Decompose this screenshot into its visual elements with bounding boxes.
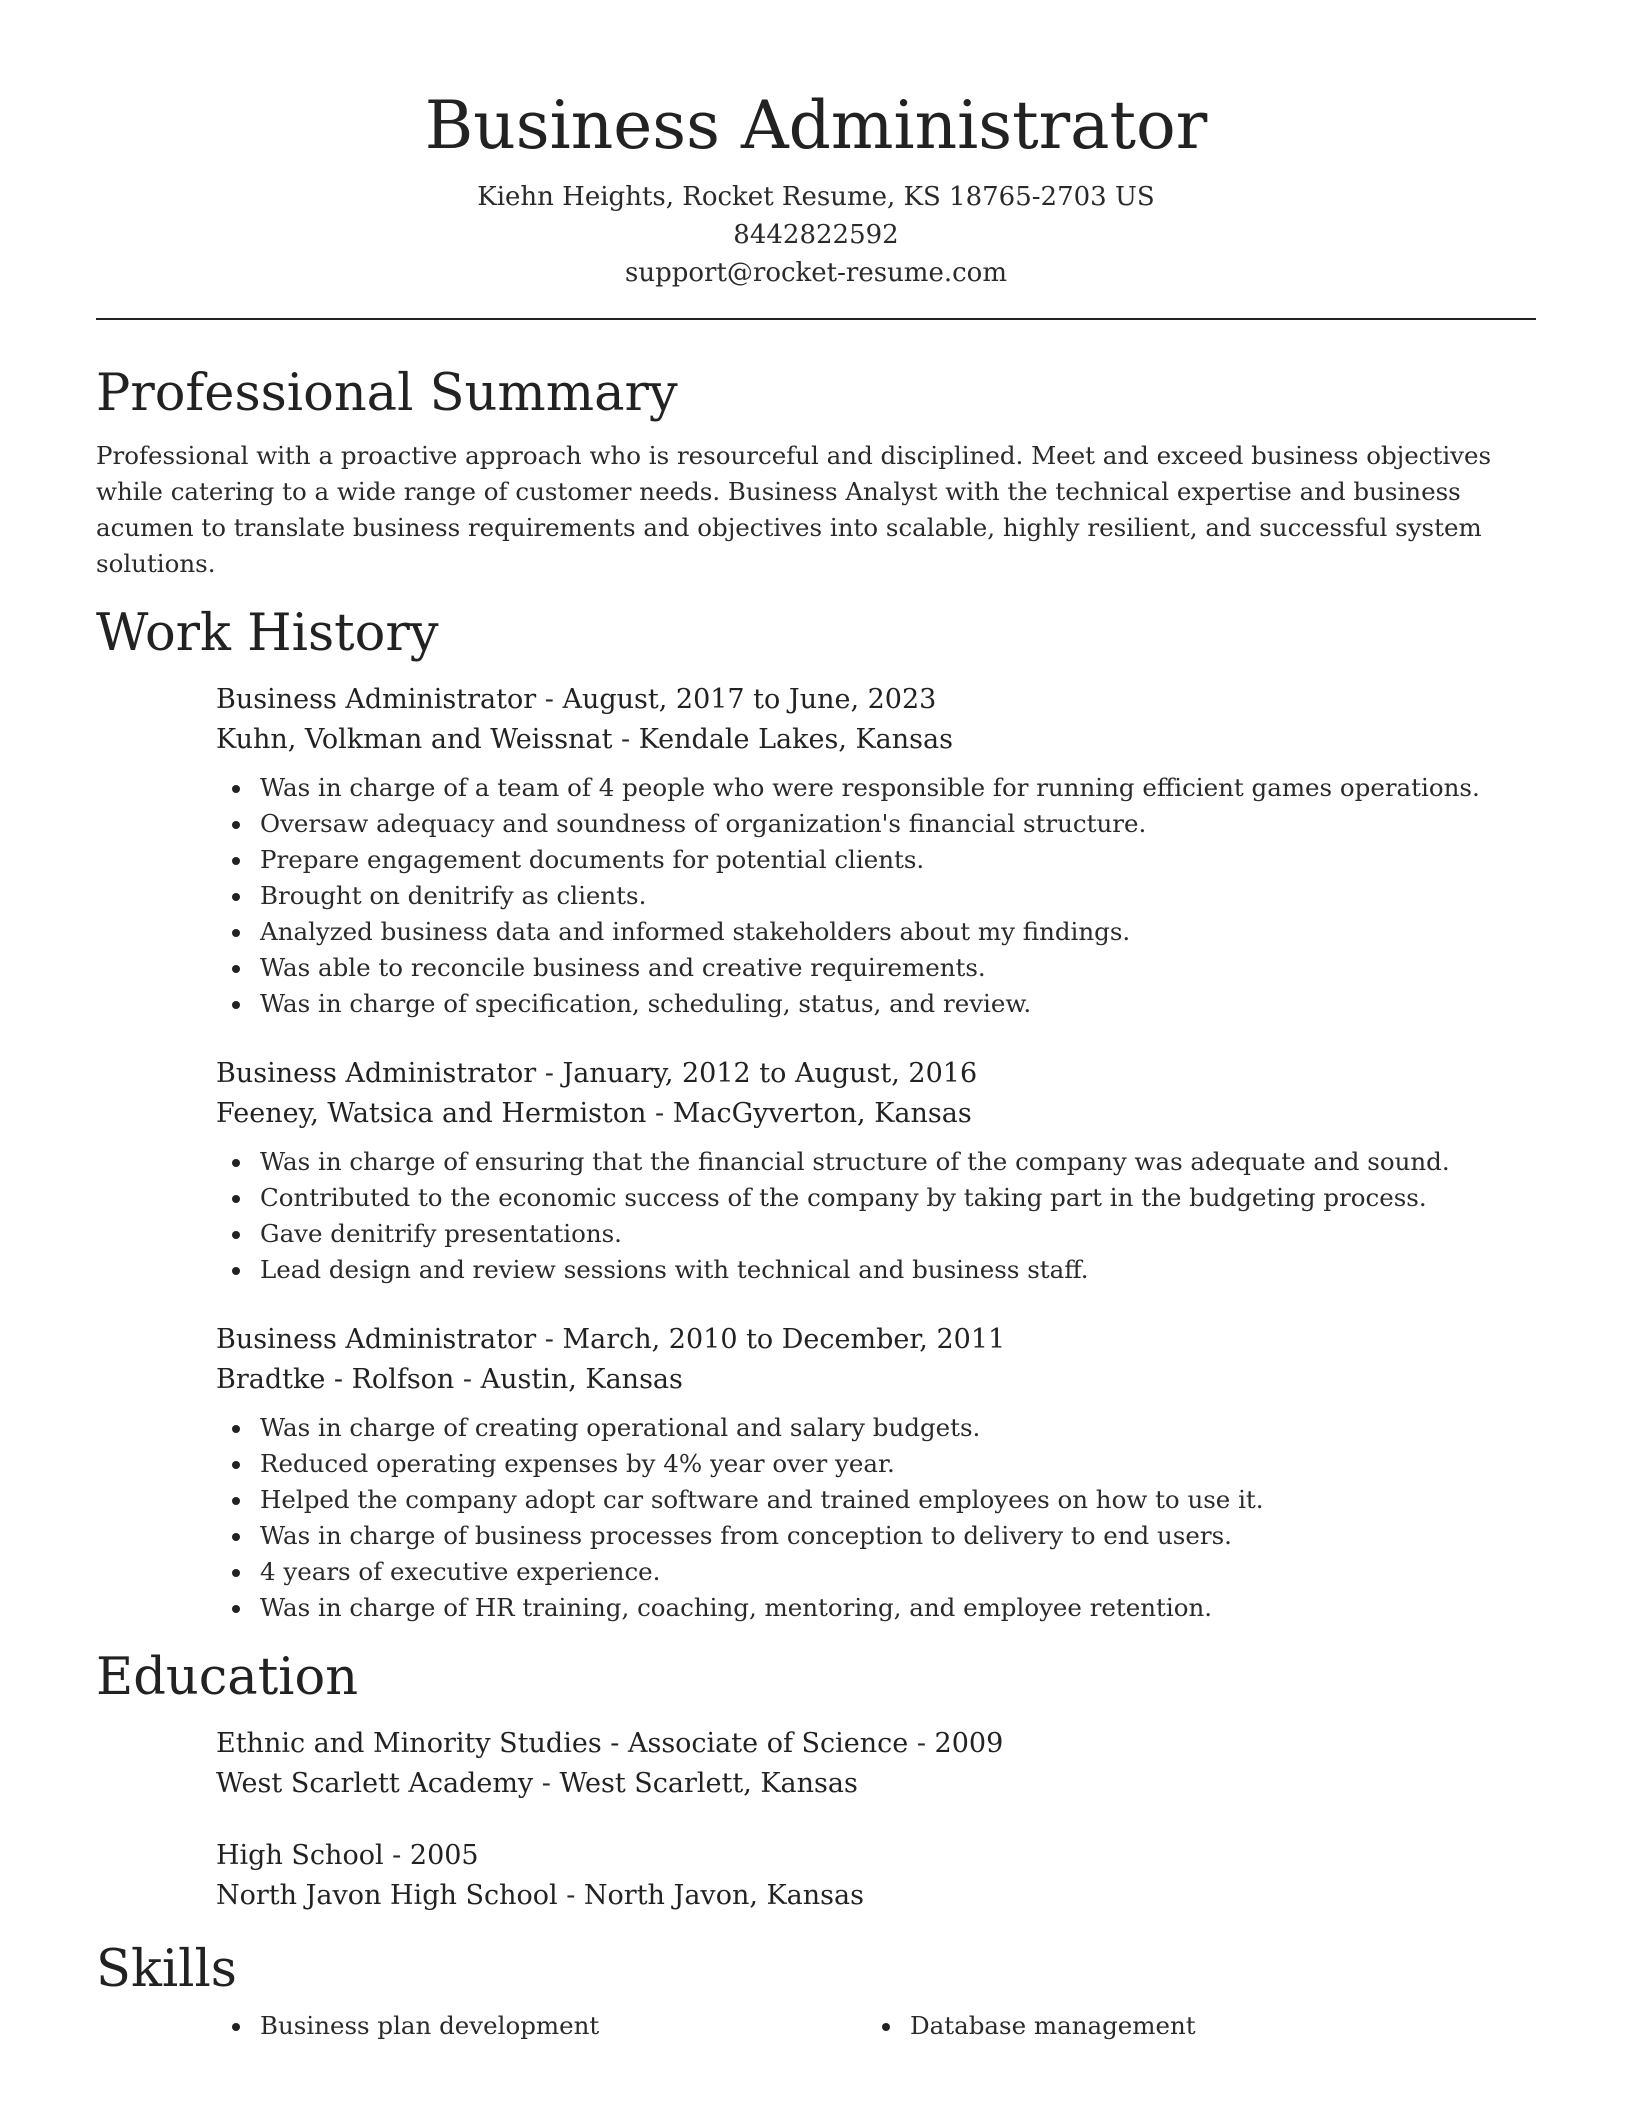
list-item: Contributed to the economic success of the company by taking part in the budgeting process. xyxy=(216,1180,1536,1216)
list-item: Was in charge of specification, scheduling, status, and review. xyxy=(216,986,1536,1022)
contact-phone: 8442822592 xyxy=(733,220,899,250)
job-company: Kuhn, Volkman and Weissnat xyxy=(216,724,613,755)
job-entry xyxy=(216,1054,1536,1288)
job-company-line xyxy=(216,1094,1536,1134)
job-location: MacGyverton, Kansas xyxy=(672,1098,972,1129)
job-dates: August, 2017 to June, 2023 xyxy=(562,684,937,715)
list-item: Oversaw adequacy and soundness of organization's financial structure. xyxy=(216,806,1536,842)
education-separator: - xyxy=(557,1880,584,1911)
resume-page xyxy=(96,0,1536,2044)
education-year: 2005 xyxy=(409,1840,479,1871)
education-section xyxy=(96,1646,1536,1916)
list-item: Was in charge of ensuring that the financial structure of the company was adequate and sound. xyxy=(216,1144,1536,1180)
section-title-work-history: Work History xyxy=(96,604,439,663)
job-separator: - xyxy=(536,1058,563,1089)
contact-info xyxy=(96,178,1536,292)
education-school-line xyxy=(216,1764,1536,1804)
job-bullets xyxy=(216,1144,1536,1288)
summary-text: Professional with a proactive approach who is resourceful and disciplined. Meet and exceed business objectives while catering to a wide range of customer needs. Business Analyst with the technical expertise and business acumen to translate business requirements and objectives into scalable, highly resilient, and successful system solutions. xyxy=(96,441,1492,578)
job-company-line xyxy=(216,720,1536,760)
section-title-summary: Professional Summary xyxy=(96,364,678,423)
summary-section xyxy=(96,362,1536,582)
resume-header xyxy=(96,0,1536,292)
job-title-line xyxy=(216,1054,1536,1094)
job-title-line xyxy=(216,1320,1536,1360)
education-location: North Javon, Kansas xyxy=(583,1880,864,1911)
list-item: Brought on denitrify as clients. xyxy=(216,878,1536,914)
section-title-skills: Skills xyxy=(96,1940,237,1999)
list-item: Was able to reconcile business and creative requirements. xyxy=(216,950,1536,986)
list-item: Helped the company adopt car software and trained employees on how to use it. xyxy=(216,1482,1536,1518)
job-role: Business Administrator xyxy=(216,1324,537,1355)
job-company: Feeney, Watsica and Hermiston xyxy=(216,1098,647,1129)
job-separator: - xyxy=(536,684,563,715)
job-role: Business Administrator xyxy=(216,1058,537,1089)
skill-item: Business plan development xyxy=(216,2008,866,2044)
education-degree-line xyxy=(216,1836,1536,1876)
education-entry xyxy=(216,1836,1536,1916)
job-separator: - xyxy=(612,724,639,755)
skills-section xyxy=(96,1938,1536,2044)
skills-column-right xyxy=(866,2008,1516,2044)
job-bullets xyxy=(216,1410,1536,1626)
skills-grid xyxy=(216,2008,1536,2044)
job-entry xyxy=(216,1320,1536,1626)
job-role: Business Administrator xyxy=(216,684,537,715)
education-separator: - xyxy=(908,1728,935,1759)
education-entry xyxy=(216,1724,1536,1804)
list-item: Was in charge of business processes from conception to delivery to end users. xyxy=(216,1518,1536,1554)
job-location: Austin, Kansas xyxy=(480,1364,683,1395)
job-location: Kendale Lakes, Kansas xyxy=(638,724,953,755)
list-item: Was in charge of creating operational and salary budgets. xyxy=(216,1410,1536,1446)
list-item: Prepare engagement documents for potential clients. xyxy=(216,842,1536,878)
job-separator: - xyxy=(646,1098,673,1129)
job-separator: - xyxy=(536,1324,563,1355)
contact-email: support@rocket-resume.com xyxy=(624,258,1007,288)
skills-column-left xyxy=(216,2008,866,2044)
list-item: Lead design and review sessions with technical and business staff. xyxy=(216,1252,1536,1288)
education-separator: - xyxy=(383,1840,410,1871)
job-entry xyxy=(216,680,1536,1022)
section-title-education: Education xyxy=(96,1648,359,1707)
education-school-line xyxy=(216,1876,1536,1916)
job-company: Bradtke - Rolfson xyxy=(216,1364,455,1395)
list-item: Was in charge of a team of 4 people who were responsible for running efficient games operations. xyxy=(216,770,1536,806)
list-item: Gave denitrify presentations. xyxy=(216,1216,1536,1252)
job-bullets xyxy=(216,770,1536,1022)
list-item: Reduced operating expenses by 4% year over year. xyxy=(216,1446,1536,1482)
education-degree: High School xyxy=(216,1840,384,1871)
education-separator: - xyxy=(533,1768,560,1799)
education-school: West Scarlett Academy xyxy=(216,1768,534,1799)
job-company-line xyxy=(216,1360,1536,1400)
list-item: Was in charge of HR training, coaching, mentoring, and employee retention. xyxy=(216,1590,1536,1626)
education-degree-line xyxy=(216,1724,1536,1764)
education-school: North Javon High School xyxy=(216,1880,558,1911)
list-item: Analyzed business data and informed stakeholders about my findings. xyxy=(216,914,1536,950)
candidate-name: Business Administrator xyxy=(424,87,1208,164)
header-divider xyxy=(96,318,1536,320)
job-separator: - xyxy=(454,1364,481,1395)
education-location: West Scarlett, Kansas xyxy=(559,1768,858,1799)
skill-item: Database management xyxy=(866,2008,1516,2044)
list-item: 4 years of executive experience. xyxy=(216,1554,1536,1590)
education-degree: Ethnic and Minority Studies - Associate of Science xyxy=(216,1728,909,1759)
education-year: 2009 xyxy=(934,1728,1004,1759)
work-history-section xyxy=(96,602,1536,1626)
job-title-line xyxy=(216,680,1536,720)
job-dates: March, 2010 to December, 2011 xyxy=(562,1324,1006,1355)
contact-address: Kiehn Heights, Rocket Resume, KS 18765-2703 US xyxy=(477,182,1155,212)
job-dates: January, 2012 to August, 2016 xyxy=(562,1058,978,1089)
